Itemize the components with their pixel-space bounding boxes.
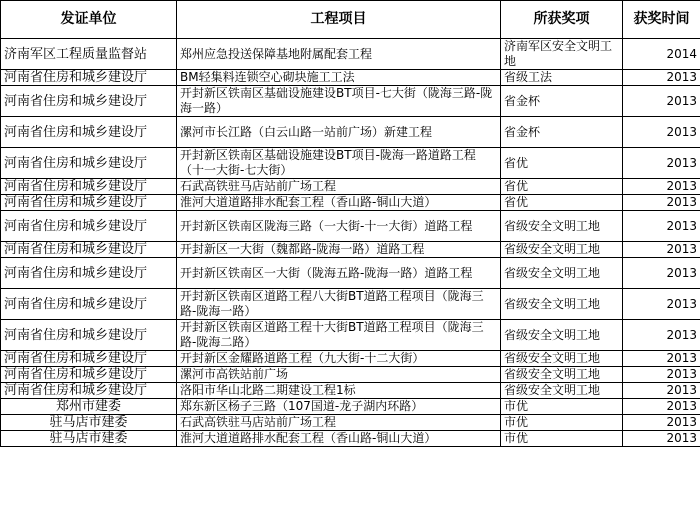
project-cell: 郑州应急投送保障基地附属配套工程	[177, 39, 501, 70]
table-row	[1, 70, 700, 86]
project-cell: 开封新区铁南区一大街（陇海五路-陇海一路）道路工程	[177, 258, 501, 289]
award-cell: 省级安全文明工地	[501, 258, 623, 289]
table-row	[1, 195, 700, 211]
project-cell: 淮河大道道路排水配套工程（香山路-铜山大道）	[177, 431, 501, 447]
table-row	[1, 148, 700, 179]
award-cell: 省级安全文明工地	[501, 367, 623, 383]
issuer-cell: 河南省住房和城乡建设厅	[1, 289, 177, 320]
issuer-cell: 河南省住房和城乡建设厅	[1, 258, 177, 289]
year-cell: 2013	[623, 148, 700, 179]
issuer-cell: 河南省住房和城乡建设厅	[1, 320, 177, 351]
year-cell: 2013	[623, 242, 700, 258]
header-row	[1, 1, 700, 39]
table-row	[1, 367, 700, 383]
table-row	[1, 117, 700, 148]
table-row	[1, 179, 700, 195]
year-cell: 2013	[623, 289, 700, 320]
year-cell: 2013	[623, 383, 700, 399]
year-cell: 2013	[623, 117, 700, 148]
project-cell: BM轻集料连锁空心砌块施工工法	[177, 70, 501, 86]
issuer-cell: 河南省住房和城乡建设厅	[1, 117, 177, 148]
issuer-cell: 驻马店市建委	[1, 415, 177, 431]
year-cell: 2013	[623, 399, 700, 415]
issuer-cell: 河南省住房和城乡建设厅	[1, 242, 177, 258]
issuer-cell: 济南军区工程质量监督站	[1, 39, 177, 70]
award-cell: 市优	[501, 415, 623, 431]
issuer-cell: 河南省住房和城乡建设厅	[1, 86, 177, 117]
table-row	[1, 86, 700, 117]
table-row	[1, 258, 700, 289]
header-award: 所获奖项	[501, 1, 623, 39]
project-cell: 开封新区金耀路道路工程（九大街-十二大街）	[177, 351, 501, 367]
header-project: 工程项目	[177, 1, 501, 39]
project-cell: 开封新区铁南区道路工程十大街BT道路工程项目（陇海三路-陇海二路）	[177, 320, 501, 351]
year-cell: 2014	[623, 39, 700, 70]
year-cell: 2013	[623, 415, 700, 431]
issuer-cell: 河南省住房和城乡建设厅	[1, 367, 177, 383]
project-cell: 洛阳市华山北路二期建设工程1标	[177, 383, 501, 399]
award-cell: 济南军区安全文明工地	[501, 39, 623, 70]
year-cell: 2013	[623, 195, 700, 211]
award-cell: 省级安全文明工地	[501, 242, 623, 258]
project-cell: 淮河大道道路排水配套工程（香山路-铜山大道）	[177, 195, 501, 211]
table-row	[1, 383, 700, 399]
award-cell: 省级安全文明工地	[501, 351, 623, 367]
award-cell: 市优	[501, 399, 623, 415]
issuer-cell: 河南省住房和城乡建设厅	[1, 351, 177, 367]
issuer-cell: 郑州市建委	[1, 399, 177, 415]
issuer-cell: 河南省住房和城乡建设厅	[1, 383, 177, 399]
header-year: 获奖时间	[623, 1, 700, 39]
table-row	[1, 415, 700, 431]
project-cell: 石武高铁驻马店站前广场工程	[177, 415, 501, 431]
year-cell: 2013	[623, 258, 700, 289]
project-cell: 漯河市长江路（白云山路一站前广场）新建工程	[177, 117, 501, 148]
award-cell: 省优	[501, 179, 623, 195]
table-row	[1, 289, 700, 320]
issuer-cell: 河南省住房和城乡建设厅	[1, 70, 177, 86]
year-cell: 2013	[623, 70, 700, 86]
project-cell: 开封新区一大街（魏都路-陇海一路）道路工程	[177, 242, 501, 258]
header-issuer: 发证单位	[1, 1, 177, 39]
year-cell: 2013	[623, 351, 700, 367]
project-cell: 漯河市高铁站前广场	[177, 367, 501, 383]
year-cell: 2013	[623, 367, 700, 383]
award-cell: 省金杯	[501, 86, 623, 117]
year-cell: 2013	[623, 211, 700, 242]
award-cell: 省级安全文明工地	[501, 320, 623, 351]
project-cell: 开封新区铁南区基础设施建设BT项目-陇海一路道路工程（十一大街-七大街）	[177, 148, 501, 179]
project-cell: 石武高铁驻马店站前广场工程	[177, 179, 501, 195]
issuer-cell: 驻马店市建委	[1, 431, 177, 447]
year-cell: 2013	[623, 320, 700, 351]
table-row	[1, 211, 700, 242]
issuer-cell: 河南省住房和城乡建设厅	[1, 148, 177, 179]
award-cell: 省级安全文明工地	[501, 211, 623, 242]
year-cell: 2013	[623, 179, 700, 195]
award-cell: 省级工法	[501, 70, 623, 86]
award-cell: 省级安全文明工地	[501, 383, 623, 399]
issuer-cell: 河南省住房和城乡建设厅	[1, 179, 177, 195]
award-cell: 省金杯	[501, 117, 623, 148]
project-cell: 郑东新区杨子三路（107国道-龙子湖内环路）	[177, 399, 501, 415]
year-cell: 2013	[623, 431, 700, 447]
award-cell: 省优	[501, 148, 623, 179]
award-cell: 市优	[501, 431, 623, 447]
table-row	[1, 242, 700, 258]
award-cell: 省优	[501, 195, 623, 211]
table-row	[1, 39, 700, 70]
issuer-cell: 河南省住房和城乡建设厅	[1, 211, 177, 242]
project-cell: 开封新区铁南区基础设施建设BT项目-七大街（陇海三路-陇海一路）	[177, 86, 501, 117]
year-cell: 2013	[623, 86, 700, 117]
table-row	[1, 351, 700, 367]
table-body	[1, 39, 700, 447]
table-row	[1, 320, 700, 351]
award-cell: 省级安全文明工地	[501, 289, 623, 320]
issuer-cell: 河南省住房和城乡建设厅	[1, 195, 177, 211]
table-row	[1, 431, 700, 447]
project-cell: 开封新区铁南区道路工程八大街BT道路工程项目（陇海三路-陇海一路）	[177, 289, 501, 320]
project-cell: 开封新区铁南区陇海三路（一大街-十一大街）道路工程	[177, 211, 501, 242]
table-row	[1, 399, 700, 415]
